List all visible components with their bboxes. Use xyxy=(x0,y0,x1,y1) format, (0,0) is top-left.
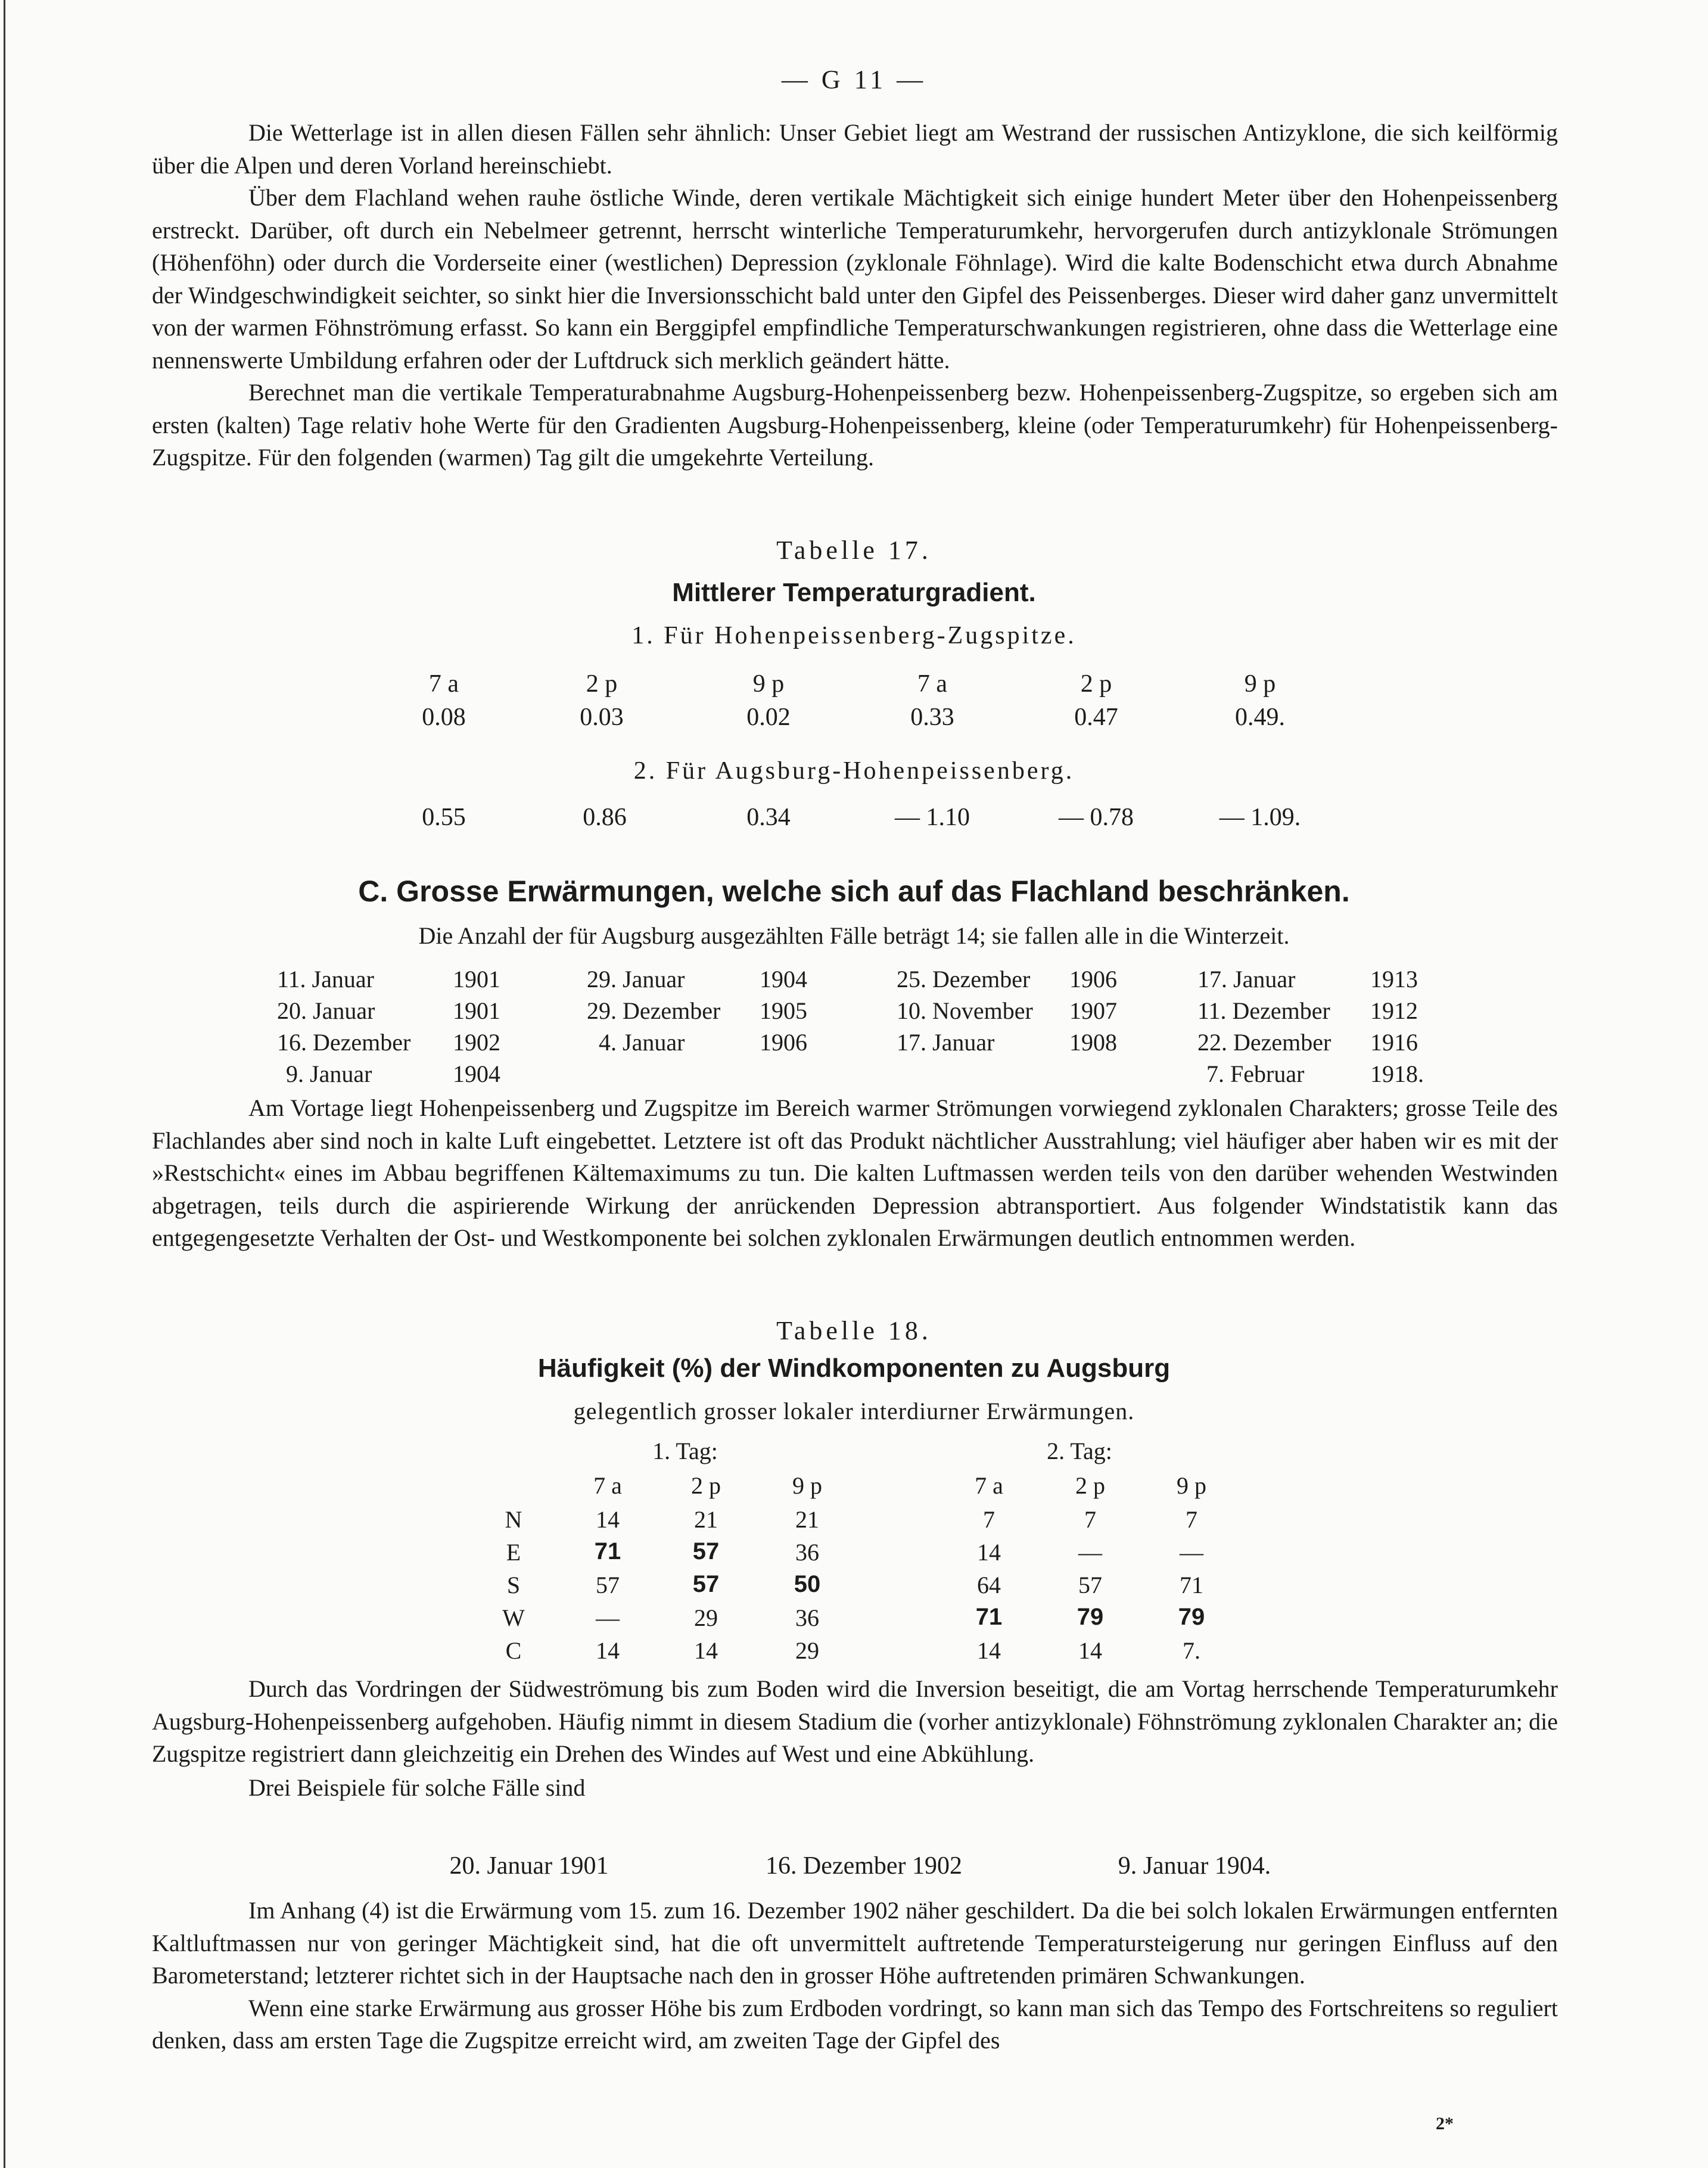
table18-cell: 50 xyxy=(794,1571,821,1597)
date-label: 7. Februar xyxy=(1206,1060,1305,1087)
table18-header: 7 a xyxy=(975,1472,1003,1499)
table18-cell: 79 xyxy=(1077,1604,1104,1630)
table18-cell: 7 xyxy=(1084,1506,1096,1533)
table18-title: Häufigkeit (%) der Windkomponenten zu Augsburg xyxy=(537,1354,1171,1383)
table17-cell: 0.03 xyxy=(580,704,624,731)
table17-cell: 0.49. xyxy=(1235,704,1285,731)
table18-cell: — xyxy=(1180,1539,1203,1566)
intro-paragraph: Berechnet man die vertikale Temperaturabnahme Augsburg-Hohenpeissenberg bezw. Hohenpeissenberg-Zugspitze, so ergeben sich am ersten (kalten) Tage relativ hohe Werte für den Gradienten Augsburg-Hohenpeissenberg, kleine (oder Temperaturumkehr) für Hohenpeissenberg-Zugspitze. Für den folgenden (warmen) Tag gilt die umgekehrte Verteilung. xyxy=(152,379,1558,471)
table18-cell: 36 xyxy=(795,1539,819,1566)
table18-cell: 14 xyxy=(977,1539,1001,1566)
date-year: 1908 xyxy=(1069,1029,1117,1056)
table17-subtitle-1: 1. Für Hohenpeissenberg-Zugspitze. xyxy=(631,622,1077,649)
table18-cell: 57 xyxy=(692,1571,720,1597)
table18-cell: 64 xyxy=(977,1572,1001,1598)
intro-paragraph: Über dem Flachland wehen rauhe östliche Winde, deren vertikale Mächtigkeit sich einige hundert Meter über den Hohenpeissenberg erstreckt. Darüber, oft durch ein Nebelmeer getrennt, herrscht winterliche Temperaturumkehr, hervorgerufen durch antizyklonale Strömungen (Höhenföhn) oder durch die Vorderseite einer (westlichen) Depression (zyklonale Föhnlage). Wird die kalte Bodenschicht etwa durch Abnahme der Windgeschwindigkeit seichter, so sinkt hier die Inversionsschicht bald unter den Gipfel des Peissenberges. Dieser wird daher ganz unvermittelt von der warmen Föhnströmung erfasst. So kann ein Berggipfel empfindliche Temperaturschwankungen registrieren, ohne dass die Wetterlage eine nennenswerte Umbildung erfahren oder der Luftdruck sich merklich geändert hätte. xyxy=(152,184,1558,374)
section-c-text xyxy=(152,1092,1558,1255)
table17-header: 9 p xyxy=(1244,670,1276,698)
table18-cell: 57 xyxy=(596,1572,620,1598)
example-date: 16. Dezember 1902 xyxy=(765,1852,963,1880)
table17-header: 2 p xyxy=(586,670,618,698)
table18-subtitle: gelegentlich grosser lokaler interdiurner Erwärmungen. xyxy=(573,1398,1135,1424)
table18-header: 7 a xyxy=(593,1472,622,1499)
table18-cell: 71 xyxy=(1180,1572,1203,1598)
table17-header: 7 a xyxy=(428,670,459,698)
table18-cell: 7 xyxy=(983,1506,995,1533)
table18-day2: 2. Tag: xyxy=(1047,1438,1112,1464)
table17-header: 7 a xyxy=(917,670,948,698)
table18-cell: 7. xyxy=(1183,1637,1200,1664)
table17-header: 9 p xyxy=(752,670,785,698)
table18-cell: 14 xyxy=(596,1506,620,1533)
table18-cell: 71 xyxy=(975,1604,1003,1630)
date-label: 11. Januar xyxy=(277,966,374,993)
table18-row-label: N xyxy=(505,1506,522,1533)
date-year: 1904 xyxy=(453,1060,500,1087)
date-year: 1916 xyxy=(1370,1029,1418,1056)
date-label: 4. Januar xyxy=(599,1029,685,1056)
date-year: 1901 xyxy=(453,966,500,993)
table17-cell: 0.86 xyxy=(583,804,627,831)
example-date: 20. Januar 1901 xyxy=(449,1852,609,1880)
table18-cell: 7 xyxy=(1186,1506,1197,1533)
section-c-paragraph: Am Vortage liegt Hohenpeissenberg und Zugspitze im Bereich warmer Strömungen vorwiegend zyklonalen Charakters; grosse Teile des Flachlandes aber sind noch in kalte Luft eingebettet. Letztere ist oft das Produkt nächtlicher Ausstrahlung; viel häufiger aber haben wir es mit der »Restschicht« eines im Abbau begriffenen Kältemaximums zu tun. Die kalten Luftmassen werden teils von den darüber wehenden Westwinden abgetragen, teils durch die aspirierende Wirkung der anrückenden Depression abtransportiert. Aus folgender Windstatistik kann das entgegengesetzte Verhalten der Ost- und Westkomponente bei solchen zyklonalen Erwärmungen deutlich entnommen werden. xyxy=(152,1094,1558,1251)
table17-cell: 0.34 xyxy=(746,804,791,831)
table18-cell: 14 xyxy=(1078,1637,1102,1664)
table18-header: 2 p xyxy=(1075,1472,1105,1499)
scan-edge xyxy=(4,0,5,2168)
date-year: 1913 xyxy=(1370,966,1418,993)
date-year: 1918. xyxy=(1370,1060,1424,1087)
table18-cell: 79 xyxy=(1178,1604,1205,1630)
date-label: 22. Dezember xyxy=(1197,1029,1331,1056)
table18-header: 9 p xyxy=(1177,1472,1206,1499)
table17-header: 2 p xyxy=(1080,670,1112,698)
table17-cell: 0.02 xyxy=(746,704,791,731)
date-label: 29. Januar xyxy=(587,966,685,993)
date-label: 16. Dezember xyxy=(277,1029,411,1056)
table17-cell: 0.55 xyxy=(422,804,466,831)
table17-cell: 0.47 xyxy=(1074,704,1118,731)
table18-cell: 29 xyxy=(795,1637,819,1664)
table18-cell: 29 xyxy=(694,1604,718,1631)
table18-cell: 14 xyxy=(596,1637,620,1664)
intro-paragraph: Die Wetterlage ist in allen diesen Fällen sehr ähnlich: Unser Gebiet liegt am Westrand der russischen Antizyklone, die sich keilförmig über die Alpen und deren Vorland hereinschiebt. xyxy=(152,119,1558,179)
table17-subtitle-2: 2. Für Augsburg-Hohenpeissenberg. xyxy=(633,757,1075,785)
section-c-lead: Die Anzahl der für Augsburg ausgezählten Fälle beträgt 14; sie fallen alle in die Winterzeit. xyxy=(418,922,1290,949)
date-label: 29. Dezember xyxy=(587,997,721,1024)
date-label: 20. Januar xyxy=(277,997,375,1024)
table18-row-label: S xyxy=(506,1572,521,1598)
closing-paragraph: Im Anhang (4) ist die Erwärmung vom 15. zum 16. Dezember 1902 näher geschildert. Da die bei solch lokalen Erwärmungen entfernten Kaltluftmassen nur von geringer Mächtigkeit sind, hat die oft unvermittelt auftretende Temperatursteigerung nur geringen Einfluss auf den Barometerstand; letzterer richtet sich in der Hauptsache nach den in grosser Höhe auftretenden primären Schwankungen. xyxy=(152,1897,1558,1989)
table18-row-label: E xyxy=(506,1539,521,1566)
section-c-heading: C. Grosse Erwärmungen, welche sich auf das Flachland beschränken. xyxy=(358,875,1350,908)
after-table-paragraph: Durch das Vordringen der Südweströmung bis zum Boden wird die Inversion beseitigt, die am Vortag herrschende Temperaturumkehr Augsburg-Hohenpeissenberg aufgehoben. Häufig nimmt in diesem Stadium die (vorher antizyklonale) Föhnströmung zyklonalen Charakter an; die Zugspitze registriert dann gleichzeitig ein Drehen des Windes auf West und eine Abkühlung. xyxy=(152,1675,1558,1767)
table18-caption: Tabelle 18. xyxy=(776,1316,932,1345)
table18-cell: 14 xyxy=(977,1637,1001,1664)
table18-cell: 71 xyxy=(594,1538,621,1564)
date-year: 1902 xyxy=(453,1029,500,1056)
date-year: 1907 xyxy=(1069,997,1117,1024)
closing-paragraph: Wenn eine starke Erwärmung aus grosser Höhe bis zum Erdboden vordringt, so kann man sich das Tempo des Fortschreitens so reguliert denken, dass am ersten Tage die Zugspitze erreicht wird, am zweiten Tage der Gipfel des xyxy=(152,1994,1558,2054)
date-year: 1901 xyxy=(453,997,500,1024)
table18-cell: 57 xyxy=(692,1538,720,1564)
table17-cell: — 0.78 xyxy=(1059,804,1134,831)
table18-cell: 21 xyxy=(795,1506,819,1533)
date-year: 1906 xyxy=(1069,966,1117,993)
table18-cell: 14 xyxy=(694,1637,718,1664)
table18-row-label: W xyxy=(502,1604,525,1631)
table17-title: Mittlerer Temperaturgradient. xyxy=(672,578,1036,607)
table18-cell: 36 xyxy=(795,1604,819,1631)
table17-cell: — 1.09. xyxy=(1219,804,1301,831)
after-table-text xyxy=(152,1673,1558,1804)
table18-day1: 1. Tag: xyxy=(652,1438,718,1464)
table18-cell: — xyxy=(596,1604,620,1631)
table18-header: 9 p xyxy=(792,1472,822,1499)
date-label: 11. Dezember xyxy=(1197,997,1330,1024)
intro-text xyxy=(152,117,1558,474)
table18-cell: 21 xyxy=(694,1506,718,1533)
date-year: 1912 xyxy=(1370,997,1418,1024)
table17-cell: — 1.10 xyxy=(895,804,970,831)
closing-text xyxy=(152,1895,1558,2057)
date-year: 1906 xyxy=(760,1029,807,1056)
date-label: 17. Januar xyxy=(897,1029,995,1056)
table17-cell: 0.08 xyxy=(422,704,466,731)
date-label: 25. Dezember xyxy=(897,966,1031,993)
example-date: 9. Januar 1904. xyxy=(1118,1852,1271,1880)
table17-caption: Tabelle 17. xyxy=(776,536,932,565)
date-year: 1904 xyxy=(760,966,807,993)
date-label: 9. Januar xyxy=(286,1060,372,1087)
table17-cell: 0.33 xyxy=(910,704,954,731)
table18-cell: 57 xyxy=(1078,1572,1102,1598)
date-label: 10. November xyxy=(897,997,1033,1024)
date-year: 1905 xyxy=(760,997,807,1024)
signature-mark: 2* xyxy=(1436,2114,1454,2133)
table18-cell: — xyxy=(1078,1539,1102,1566)
page-number: — G 11 — xyxy=(781,65,927,94)
table18-header: 2 p xyxy=(691,1472,721,1499)
date-label: 17. Januar xyxy=(1197,966,1296,993)
table18-row-label: C xyxy=(505,1637,522,1664)
after-table-paragraph: Drei Beispiele für solche Fälle sind xyxy=(248,1774,586,1801)
